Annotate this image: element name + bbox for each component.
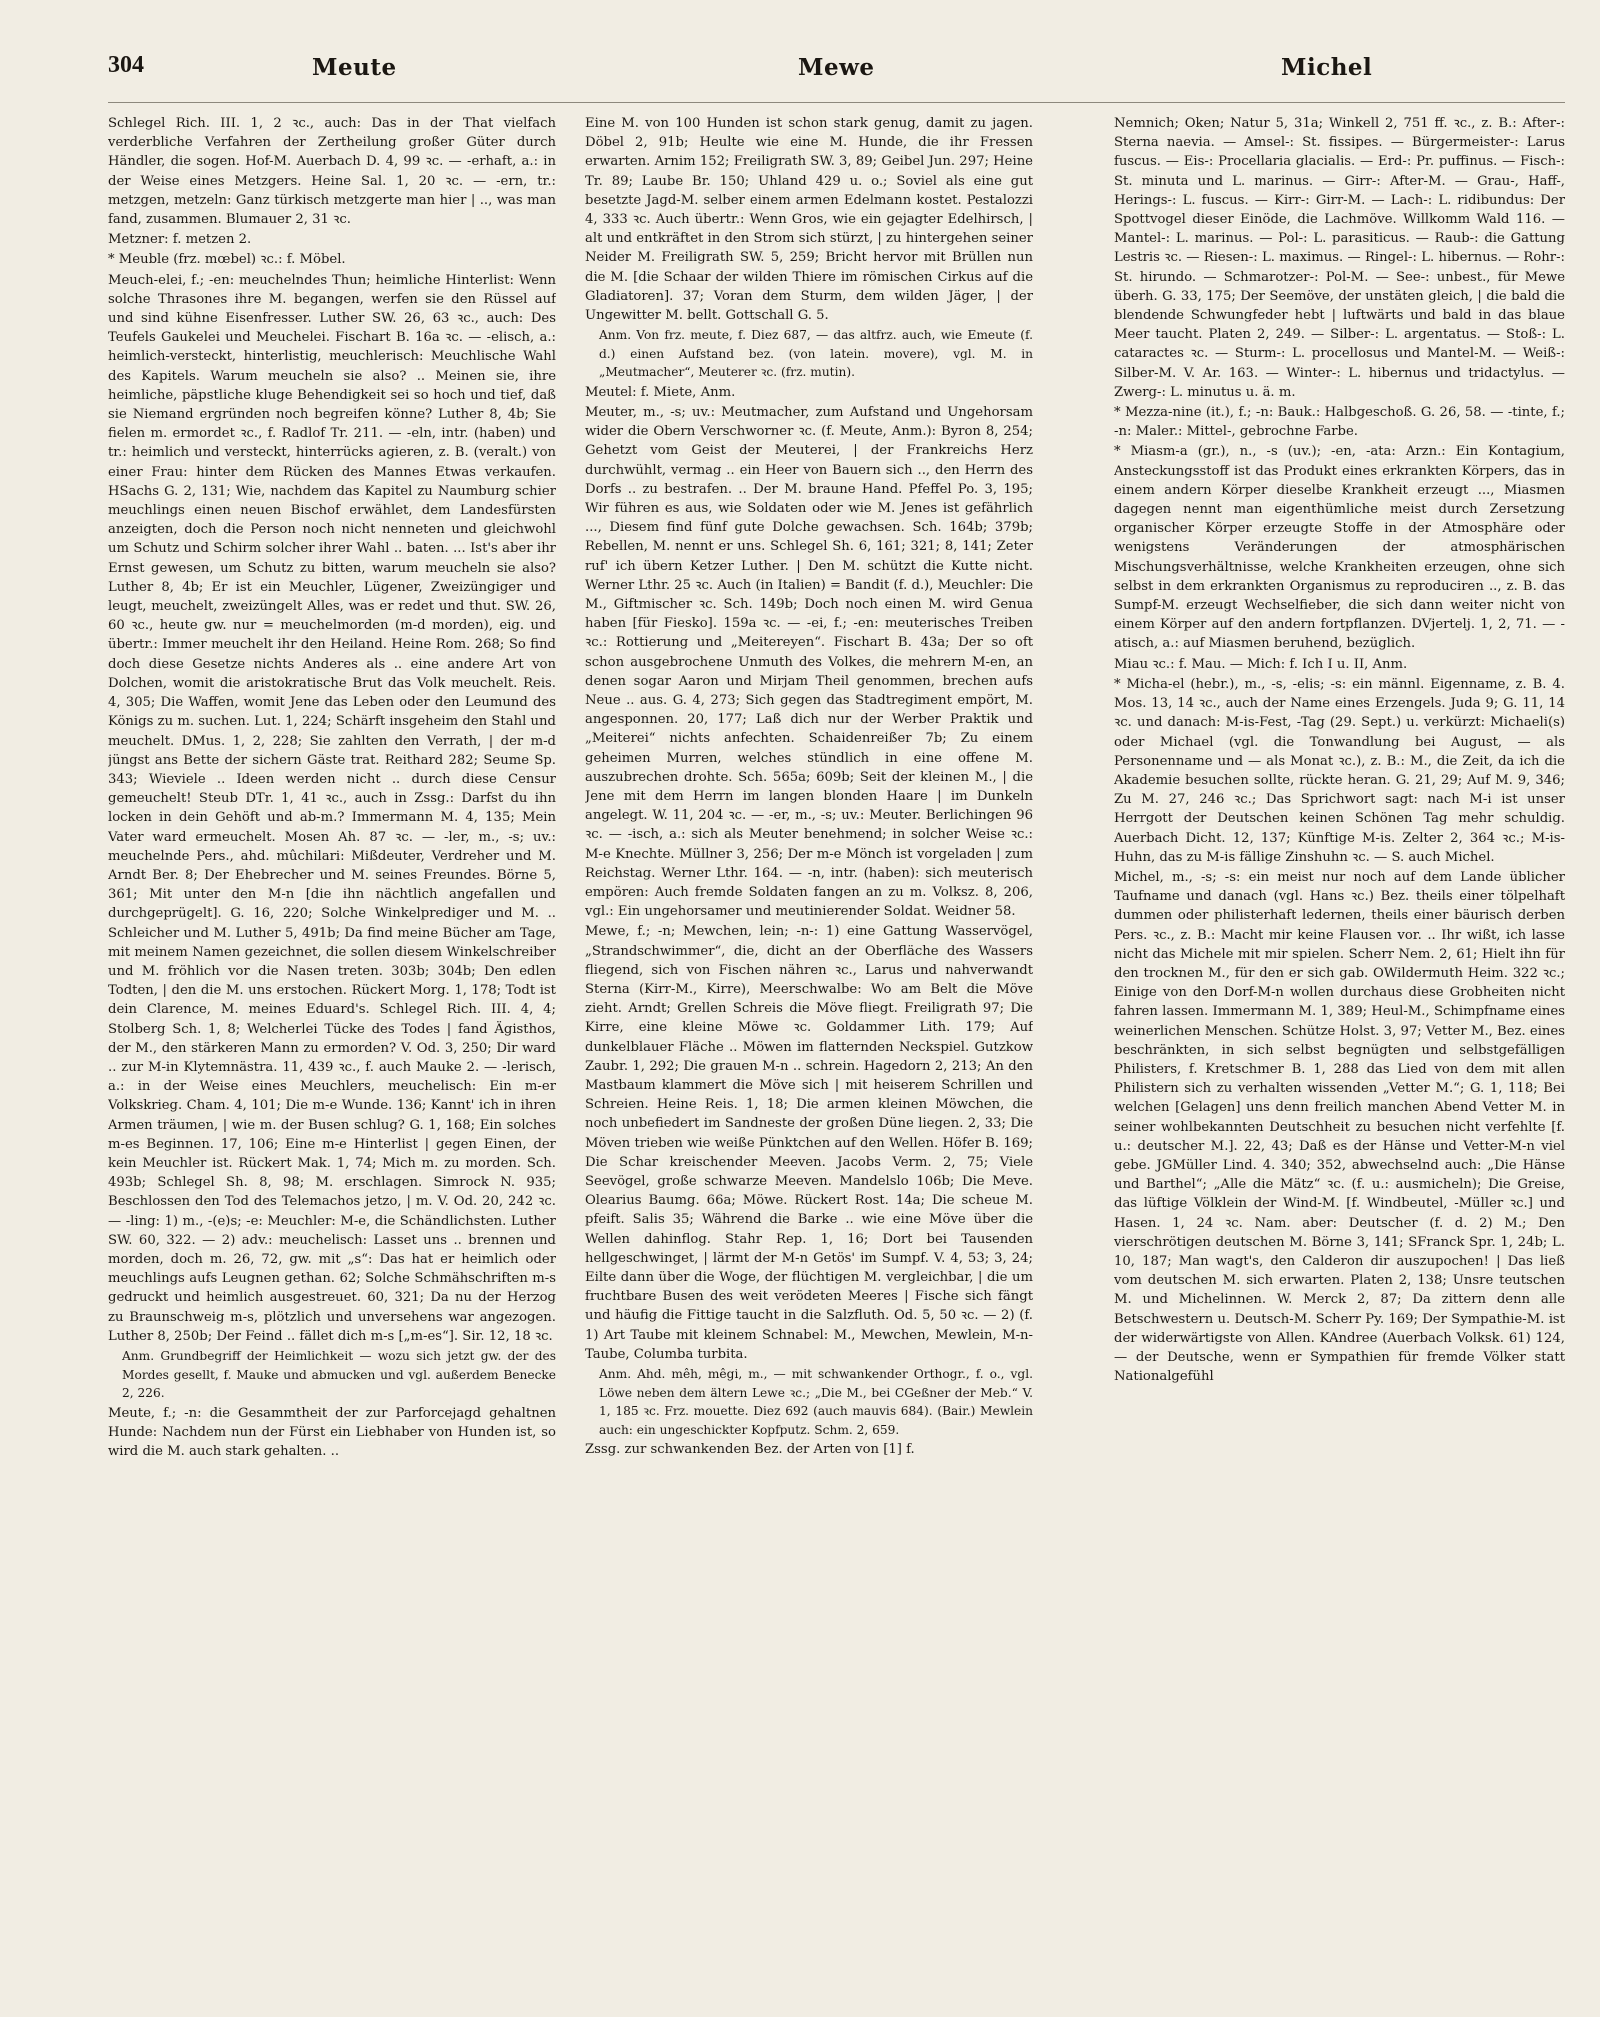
dictionary-entry: Nemnich; Oken; Natur 5, 31a; Winkell 2, 751 ff. ꝛc., z. B.: After-: Sterna naevia. — Amsel-: St. fissipes. — Bürgermeister-: Larus fuscus. — Eis-: Procellaria glacialis. — Erd-: Pr. puffinus. — Fisch-: St. minuta und L. marinus. — Girr-: After-M. — Grau-, Haff-, Herings-: L. fuscus. — Kirr-: Girr-M. — Lach-: L. ridibundus: Der Spottvogel dieser Einöde, die Lachmöve. Willkomm Wald 116. — Mantel-: L. marinus. — Pol-: L. parasiticus. — Raub-: die Gattung Lestris ꝛc. — Riesen-: L. maximus. — Ringel-: L. hibernus. — Rohr-: St. hirundo. — Schmarotzer-: Pol-M. — See-: unbest., für Mewe überh. G. 33, 175; Der Seemöve, der unstäten gleich, | die bald die blendende Schwungfeder hebt | luftwärts und bald in das blaue Meer taucht. Platen 2, 249. — Silber-: L. argentatus. — Stoß-: L. cataractes ꝛc. — Sturm-: L. procellosus und Mantel-M. — Weiß-: Silber-M. V. Ar. 163. — Winter-: L. hibernus und tridactylus. — Zwerg-: L. minutus u. ä. m. bbox=[1114, 116, 1565, 400]
dictionary-entry: Metzner: f. metzen 2. bbox=[108, 232, 252, 248]
dictionary-entry: * Micha-el (hebr.), m., -s, -elis; -s: ein männl. Eigenname, z. B. 4. Mos. 13, 14 ꝛc., auch der Name eines Erzengels. Juda 9; G. 11, 14 ꝛc. und danach: M-is-Fest, -Tag (29. Sept.) u. verkürzt: Michaeli(s) oder Michael (vgl. die Tonwandlung bei August, — als Personenname und — als Monat ꝛc.), z. B.: M., die Zeit, da ich die Akademie besuchen sollte, rückte heran. G. 21, 29; Auf M. 9, 346; Zu M. 27, 246 ꝛc.; Das Sprichwort sagt: nach M-i ist unser Herrgott der Deutschen keinen Schönen Tag mehr schuldig. Auerbach Dicht. 12, 137; Künftige M-is. Zelter 2, 364 ꝛc.; M-is-Huhn, das zu M-is fällige Zinshuhn ꝛc. — S. auch Michel. bbox=[1114, 676, 1565, 865]
dictionary-entry: Miau ꝛc.: f. Mau. — Mich: f. Ich I u. II, Anm. bbox=[1114, 656, 1408, 672]
dictionary-entry: * Miasm-a (gr.), n., -s (uv.); -en, -ata: Arzn.: Ein Kontagium, Ansteckungsstoff ist das Produkt eines erkrankten Körpers, das in einem andern Körper dieselbe Krankheit erzeugt ..., Miasmen dagegen nennt man eigenthümliche meist durch Zersetzung organischer Körper erzeugte Stoffe in der Atmosphäre oder wenigstens Veränderungen der atmosphärischen Mischungsverhältnisse, welche Krankheiten erzeugen, ohne sich selbst in dem erkrankten Organismus zu reproduciren .., z. B. das Sumpf-M. erzeugt Wechselfieber, die sich dann weiter nicht von einem Körper auf den andern fortpflanzen. DVjertelj. 1, 2, 71. — -atisch, a.: auf Miasmen beruhend, bezüglich. bbox=[1114, 444, 1565, 652]
dictionary-entry: Meuter, m., -s; uv.: Meutmacher, zum Aufstand und Ungehorsam wider die Obern Verschworner ꝛc. (f. Meute, Anm.): Byron 8, 254; Gehetzt vom Geist der Meuterei, | der Frankreichs Herz durchwühlt, vermag .. ein Heer von Bauern sich .., den Herrn des Dorfs .. zu bestrafen. .. Der M. braune Hand. Pfeffel Po. 3, 195; Wir führen es aus, wie Soldaten oder wie M. Jenes ist gefährlich ..., Diesem find fünf gute Dolche gewachsen. Sch. 164b; 379b; Rebellen, M. nennt er uns. Schlegel Sh. 6, 161; 321; 8, 141; Zeter ruf' ich übern Ketzer Luther. | Den M. schützt die Kutte nicht. Werner Lthr. 25 ꝛc. Auch (in Italien) = Bandit (f. d.), Meuchler: Die M., Giftmischer ꝛc. Sch. 149b; Doch noch einen M. wird Genua haben [für Fiesko]. 159a ꝛc. — -ei, f.; -en: meuterisches Treiben ꝛc.: Rottierung und „Meitereyen“. Fischart B. 43a; Der so oft schon ausgebrochene Unmuth des Volkes, die mehrern M-en, an denen sogar Aaron und Mirjam Theil genommen, brechen aufs Neue .. aus. G. 4, 273; Sich gegen das Stadtregiment empört, M. angesponnen. 20, 177; Laß dich nur der Werber Praktik und „Meiterei“ nichts anfechten. Schaidenreißer 7b; Zu einem geheimen Murren, welches stündlich in eine offene M. auszubrechen drohte. Sch. 565a; 609b; Seit der kleinen M., | die Jene mit dem Herrn im langen blonden Haare | im Dunkeln angelegt. W. 11, 204 ꝛc. — -er, m., -s; uv.: Meuter. Berlichingen 96 ꝛc. — -isch, a.: sich als Meuter benehmend; in solcher Weise ꝛc.: M-e Knechte. Müllner 3, 256; Der m-e Mönch ist vorgeladen | zum Reichstag. Werner Lthr. 164. — -n, intr. (haben): sich meuterisch empören: Auch fremde Soldaten fangen an zu m. Volksz. 8, 206, vgl.: Ein ungehorsamer und meutinierender Soldat. Weidner 58. bbox=[585, 404, 1033, 920]
dictionary-entry: Michel, m., -s; -s: ein meist nur noch auf dem Lande üblicher Taufname und danach (vgl. Hans ꝛc.) Bez. theils einer tölpelhaft dummen oder philisterhaft ledernen, theils einer bäurisch derben Pers. ꝛc., z. B.: Macht mir keine Flausen vor. .. Ihr wißt, ich lasse nicht das Michele mit mir spielen. Scherr Nem. 2, 61; Hielt ihn für den trocknen M., für den er sich gab. OWildermuth Heim. 322 ꝛc.; Einige von den Dorf-M-n wollen durchaus diese Grobheiten nicht fahren lassen. Immermann M. 1, 389; Heul-M., Schimpfname eines weinerlichen Menschen. Schütze Holst. 3, 97; Vetter M., Bez. eines beschränkten, in sich selbst begnügten und selbstgefälligen Philisters, f. Kretschmer B. 1, 288 das Lied von dem mit allen Philistern sich zu verhalten wissenden „Vetter M.“; G. 1, 118; Bei welchen [Gelagen] uns denn freilich manchen Abend Vetter M. in seiner wohlbekannten Deutschheit zu besuchen nicht verfehlte [f. u.: deutscher M.]. 22, 43; Daß es der Hänse und Vetter-M-n viel gebe. JGMüller Lind. 4. 340; 352, abwechselnd auch: „Die Hänse und Barthel“; „Alle die Mätz“ ꝛc. (f. u.: ausmicheln); Die Greise, das lüftige Völklein der Wind-M. [f. Windbeutel, -Müller ꝛc.] und Hasen. 1, 24 ꝛc. Nam. aber: Deutscher (f. d. 2) M.; Den vierschrötigen deutschen M. Börne 3, 141; SFranck Spr. 1, 24b; L. 10, 187; Man wagt's, den Calderon dir auszupochen! | Das ließ vom deutschen M. sich erwarten. Platen 2, 138; Unsre teutschen M. und Michelinnen. W. Merck 2, 87; Da zittern denn alle Betschwestern u. Deutsch-M. Scherr Py. 169; Der Sympathie-M. ist der widerwärtigste von Allen. KAndree (Auerbach Volksk. 61) 124, — der Deutsche, wenn er Sympathien für fremde Völker statt Nationalgefühl bbox=[1114, 869, 1565, 1385]
page-number: 304 bbox=[108, 52, 144, 78]
running-head-left: Meute bbox=[312, 54, 397, 81]
dictionary-entry: Meutel: f. Miete, Anm. bbox=[585, 384, 736, 400]
dictionary-entry: Mewe, f.; -n; Mewchen, lein; -n-: 1) eine Gattung Wasservögel, „Strandschwimmer“, die, dicht an der Oberfläche des Wassers fliegend, sich von Fischen nähren ꝛc., Larus und nahverwandt Sterna (Kirr-M., Kirre), Meerschwalbe: Wo am Belt die Möve zieht. Arndt; Grellen Schreis die Möve fliegt. Freiligrath 97; Die Kirre, eine kleine Möwe ꝛc. Goldammer Lith. 179; Auf dunkelblauer Fläche .. Möwen im flatternden Neckspiel. Gutzkow Zaubr. 1, 292; Die grauen M-n .. schrein. Hagedorn 2, 213; An den Mastbaum klammert die Möve sich | mit heiserem Schrillen und Schreien. Heine Reis. 1, 18; Die armen kleinen Möwchen, die noch unbefiedert im Sandneste der großen Düne liegen. 2, 33; Die Möven trieben wie weiße Pünktchen auf den Wellen. Höfer B. 169; Die Schar kreischender Meeven. Jacobs Verm. 2, 75; Viele Seevögel, große schwarze Meeven. Mandelslo 106b; Die Meve. Olearius Baumg. 66a; Möwe. Rückert Rost. 14a; Die scheue M. pfeift. Salis 35; Während die Barke .. wie eine Möve über die Wellen dahinflog. Stahr Rep. 1, 16; Dort bei Tausenden hellgeschwinget, | lärmt der M-n Getös' im Sumpf. V. 4, 53; 3, 24; Eilte dann über die Woge, der flüchtigen M. vergleichbar, | die um fruchtbare Busen des weit verödeten Meeres | Fische sich fängt und häufig die Fittige taucht in die Salzfluth. Od. 5, 50 ꝛc. — 2) (f. 1) Art Taube mit kleinem Schnabel: M., Mewchen, Mewlein, M-n-Taube, Columba turbita. bbox=[585, 924, 1033, 1362]
dictionary-entry: Eine M. von 100 Hunden ist schon stark genug, damit zu jagen. Döbel 2, 91b; Heulte wie eine M. Hunde, die ihr Fressen erwarten. Arnim 152; Freiligrath SW. 3, 89; Geibel Jun. 297; Heine Tr. 89; Laube Br. 150; Uhland 429 u. o.; Soviel als eine gut besetzte Jagd-M. selber einem armen Edelmann kostet. Pestalozzi 4, 333 ꝛc. Auch übertr.: Wenn Gros, wie ein gejagter Edelhirsch, | alt und entkräftet in den Strom sich stürzt, | zu hintergehen seiner Neider M. Freiligrath SW. 5, 259; Bricht hervor mit Brüllen nun die M. [die Schaar der wilden Thiere im römischen Cirkus auf die Gladiatoren]. 37; Voran dem Sturm, dem wilden Jäger, | der Ungewitter M. bellt. Gottschall G. 5. bbox=[585, 116, 1033, 324]
header-rule bbox=[108, 102, 1565, 103]
text-column-1 bbox=[108, 114, 556, 2004]
dictionary-entry: * Mezza-nine (it.), f.; -n: Bauk.: Halbgeschoß. G. 26, 58. — -tinte, f.; -n: Maler.: Mittel-, gebrochne Farbe. bbox=[1114, 405, 1565, 440]
text-column-2 bbox=[585, 114, 1033, 2004]
dictionary-entry: Zssg. zur schwankenden Bez. der Arten von [1] f. bbox=[585, 1442, 915, 1458]
running-head-right: Michel bbox=[1281, 54, 1373, 81]
dictionary-entry: Meute, f.; -n: die Gesammtheit der zur Parforcejagd gehaltnen Hunde: Nachdem nun der Fürst ein Liebhaber von Hunden ist, so wird die M. auch stark gehalten. .. bbox=[108, 1405, 556, 1459]
entry-annotation: Anm. Von frz. meute, f. Diez 687, — das altfrz. auch, wie Emeute (f. d.) einen Aufstand bez. (von latein. movere), vgl. M. in „Meutmacher“, Meuterer ꝛc. (frz. mutin). bbox=[599, 328, 1033, 380]
entry-annotation: Anm. Grundbegriff der Heimlichkeit — wozu sich jetzt gw. der des Mordes gesellt, f. Mauke und abmucken und vgl. außerdem Benecke 2, 226. bbox=[122, 1349, 556, 1400]
dictionary-entry: Schlegel Rich. III. 1, 2 ꝛc., auch: Das in der That vielfach verderbliche Verfahren der Zertheilung großer Güter durch Händler, die sogen. Hof-M. Auerbach D. 4, 99 ꝛc. — -erhaft, a.: in der Weise eines Metzgers. Heine Sal. 1, 20 ꝛc. — -ern, tr.: metzgen, metzeln: Ganz türkisch metzgerte man hier | .., was man fand, zusammen. Blumauer 2, 31 ꝛc. bbox=[108, 116, 556, 228]
dictionary-entry: Meuch-elei, f.; -en: meuchelndes Thun; heimliche Hinterlist: Wenn solche Thrasones ihre M. begangen, werfen sie den Rüssel auf und sind kühne Eisenfresser. Luther SW. 26, 63 ꝛc., auch: Des Teufels Gaukelei und Meuchelei. Fischart B. 16a ꝛc. — -elisch, a.: heimlich-versteckt, hinterlistig, meuchlerisch: Meuchlische Wahl des Kapitels. Warum meucheln sie also? .. Meinen sie, ihre heimliche, päpstliche kluge Behendigkeit sei so hoch und tief, daß sie Niemand ergründen noch begreifen könne? Luther 8, 4b; Sie fielen m. ermordet ꝛc., f. Radlof Tr. 211. — -eln, intr. (haben) und tr.: heimlich und versteckt, hinterrücks agieren, z. B. (veralt.) von einer Frau: hinter dem Rücken des Mannes Etwas verkaufen. HSachs G. 2, 131; Wie, nachdem das Kapitel zu Naumburg schier meuchlings einen neuen Bischof erwählet, dem Landesfürsten anzeigten, doch die Person noch nicht nenneten und gleichwohl um Schutz und Schirm solcher ihrer Wahl .. baten. ... Ist's aber ihr Ernst gewesen, um Schutz zu bitten, warum meucheln sie also? Luther 8, 4b; Er ist ein Meuchler, Lügener, Zweizüngiger und leugt, meuchelt, zweizüngelt Alles, was er redet und thut. SW. 26, 60 ꝛc., heute gw. nur = meuchelmorden (m-d morden), eig. und übertr.: Immer meuchelt ihr den Heiland. Heine Rom. 268; So find doch diese Gesetze nichts Anderes als .. eine andere Art von Dolchen, womit die aristokratische Brut das Volk meuchelt. Reis. 4, 305; Die Waffen, womit Jene das Leben oder den Leumund des Königs zu m. suchen. Lut. 1, 224; Schärft insgeheim den Stahl und meuchelt. DMus. 1, 2, 228; Sie zahlten den Verrath, | der m-d jüngst ans Bette der sichern Gäste trat. Reithard 282; Seume Sp. 343; Wieviele .. Ideen werden nicht .. durch diese Censur gemeuchelt! Steub DTr. 1, 41 ꝛc., auch in Zssg.: Darfst du ihn locken in dein Gehöft und ab-m.? Immermann M. 4, 135; Mein Vater ward ermeuchelt. Mosen Ah. 87 ꝛc. — -ler, m., -s; uv.: meuchelnde Pers., ahd. mûchilari: Mißdeuter, Verdreher und M. Arndt Ber. 8; Der Ehebrecher und M. seines Freundes. Börne 5, 361; Mit unter den M-n [die ihn nächtlich angefallen und durchgeprügelt]. G. 16, 220; Solche Winkelprediger und M. .. Schleicher und M. Luther 5, 491b; Da find meine Bücher am Tage, mit meinem Namen gezeichnet, die sollen diesem Winkelschreiber und M. fröhlich vor die Nasen treten. 303b; 304b; Den edlen Todten, | den die M. uns erstochen. Rückert Morg. 1, 178; Todt ist dein Clarence, M. meines Eduard's. Schlegel Rich. III. 4, 4; Stolberg Sch. 1, 8; Welcherlei Tücke des Todes | fand Ägisthos, der M., den stärkeren Mann zu ermorden? V. Od. 3, 250; Dir ward .. zur M-in Klytemnästra. 11, 439 ꝛc., f. auch Mauke 2. — -lerisch, a.: in der Weise eines Meuchlers, meuchelisch: Ein m-er Volkskrieg. Cham. 4, 101; Die m-e Wunde. 136; Kannt' ich in ihren Armen träumen, | wie m. der Busen schlug? G. 1, 168; Ein solches m-es Beginnen. 17, 106; Eine m-e Hinterlist | gegen Einen, der kein Meuchler ist. Rückert Mak. 1, 74; Mich m. zu morden. Sch. 493b; Schlegel Sh. 8, 98; M. erschlagen. Simrock N. 935; Beschlossen den Tod des Telemachos jetzo, | m. V. Od. 20, 242 ꝛc. — -ling: 1) m., -(e)s; -e: Meuchler: M-e, die Schändlichsten. Luther SW. 60, 322. — 2) adv.: meuchelisch: Lasset uns .. brennen und morden, doch m. 26, 72, gw. mit „s“: Das hat er heimlich oder meuchlings aufs Leugnen gethan. 62; Solche Schmähschriften m-s gedruckt und heimlich ausgestreuet. 60, 321; Da nu der Herzog zu Braunschweig m-s, plötzlich und unversehens war angezogen. Luther 8, 250b; Der Feind .. fället dich m-s [„m-es“]. Sir. 12, 18 ꝛc. bbox=[108, 272, 556, 1344]
dictionary-entry: * Meuble (frz. mœbel) ꝛc.: f. Möbel. bbox=[108, 252, 346, 268]
entry-annotation: Anm. Ahd. mêh, mêgi, m., — mit schwankender Orthogr., f. o., vgl. Löwe neben dem ältern Lewe ꝛc.; „Die M., bei CGeßner der Meb.“ V. 1, 185 ꝛc. Frz. mouette. Diez 692 (auch mauvis 684). (Bair.) Mewlein auch: ein ungeschickter Kopfputz. Schm. 2, 659. bbox=[599, 1367, 1033, 1437]
text-column-3 bbox=[1114, 114, 1565, 2004]
running-head-middle: Mewe bbox=[798, 54, 875, 81]
